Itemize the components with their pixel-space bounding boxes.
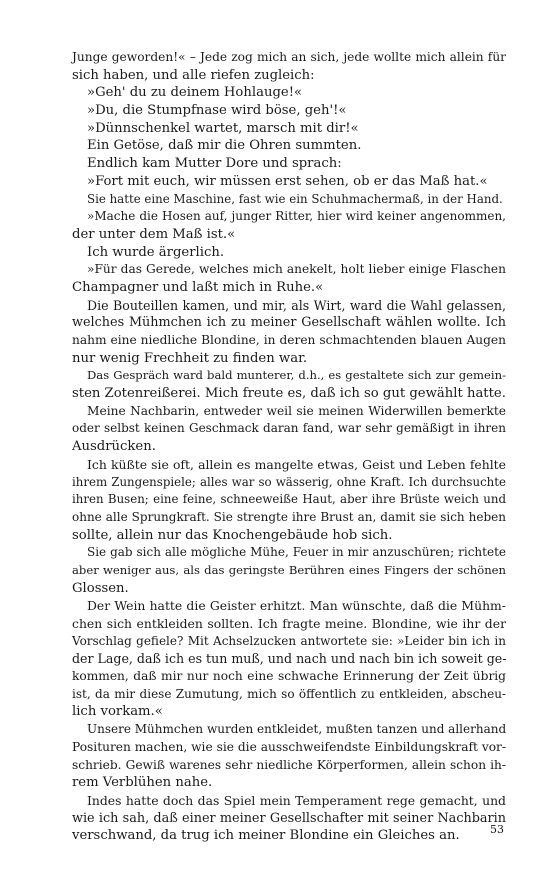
text-line: der unter dem Maß ist.« (72, 226, 236, 242)
page-number: 53 (490, 823, 504, 836)
text-line: Ausdrücken. (72, 439, 156, 455)
text-line: Champagner und laßt mich in Ruhe.« (72, 279, 324, 295)
text-line: Vorschlag gefiele? Mit Achselzucken antwortete sie: »Leider bin ich in (72, 633, 506, 648)
text-line: Glossen. (72, 580, 129, 596)
text-line: chen sich entkleiden sollten. Ich fragte meine. Blondine, wie ihr der (72, 616, 506, 631)
text-line: Endlich kam Mutter Dore und sprach: (87, 156, 342, 172)
text-line: Posituren machen, wie sie die ausschweifendste Einbildungskraft vor- (72, 739, 506, 754)
body-text (72, 49, 506, 845)
text-line: Der Wein hatte die Geister erhitzt. Man wünschte, daß die Mühm- (87, 598, 506, 614)
text-line: kommen, daß mir nur noch eine schwache Erinnerung der Zeit übrig (72, 669, 506, 684)
text-line: sich haben, und alle riefen zugleich: (72, 67, 315, 83)
text-line: Die Bouteillen kamen, und mir, als Wirt, ward die Wahl gelassen, (87, 297, 506, 313)
text-line: verschwand, da trug ich meiner Blondine ein Gleiches an. (72, 828, 460, 844)
text-line: Junge geworden!« – Jede zog mich an sich, jede wollte mich allein für (72, 50, 506, 64)
text-line: sollte, allein nur das Knochengebäude hob sich. (72, 527, 393, 543)
text-line: Das Gespräch ward bald munterer, d.h., es gestaltete sich zur gemein- (87, 368, 506, 383)
text-line: »Du, die Stumpfnase wird böse, geh'!« (87, 103, 347, 119)
text-line: Ich küßte sie oft, allein es mangelte etwas, Geist und Leben fehlte (87, 456, 506, 472)
text-line: ist, da mir diese Zumutung, mich so öffentlich zu entkleiden, abscheu- (72, 686, 506, 701)
text-line: »Geh' du zu deinem Hohlauge!« (87, 85, 303, 101)
text-line: rem Verblühen nahe. (72, 775, 213, 791)
text-line: Sie gab sich alle mögliche Mühe, Feuer in mir anzuschüren; richtete (87, 545, 506, 560)
text-line: Unsere Mühmchen wurden entkleidet, mußten tanzen und allerhand (87, 722, 507, 737)
text-line: sten Zotenreißerei. Mich freute es, daß ich so gut gewählt hatte. (72, 386, 506, 402)
text-line: ohne alle Sprungkraft. Sie strengte ihre Brust an, damit sie sich heben (72, 509, 506, 524)
text-line: lich vorkam.« (72, 704, 163, 720)
text-line: wie ich sah, daß einer meiner Gesellschafter mit seiner Nachbarin (72, 810, 506, 826)
text-line: »Dünnschenkel wartet, marsch mit dir!« (87, 120, 359, 136)
text-line: »Fort mit euch, wir müssen erst sehen, ob er das Maß hat.« (87, 173, 488, 189)
text-line: Indes hatte doch das Spiel mein Temperament rege gemacht, und (87, 792, 506, 808)
text-line: oder selbst keinen Geschmack daran fand, war sehr gemäßigt in ihren (72, 421, 506, 436)
text-line: ihrem Zungenspiele; alles war so wässerig, ohne Kraft. Ich durchsuchte (72, 474, 506, 489)
text-line: aber weniger aus, als das geringste Berühren eines Fingers der schönen (72, 562, 506, 577)
text-line: Sie hatte eine Maschine, fast wie ein Schuhmachermaß, in der Hand. (87, 191, 503, 206)
text-line: »Mache die Hosen auf, junger Ritter, hier wird keiner angenommen, (87, 209, 506, 224)
text-line: Ich wurde ärgerlich. (87, 244, 225, 260)
text-line: »Für das Gerede, welches mich anekelt, holt lieber einige Flaschen (87, 262, 506, 277)
text-line: Meine Nachbarin, entweder weil sie meinen Widerwillen bemerkte (87, 403, 506, 418)
text-line: nur wenig Frechheit zu finden war. (72, 350, 308, 366)
text-line: der Lage, daß ich es tun muß, und nach und nach bin ich soweit ge- (72, 651, 507, 667)
text-line: nahm eine niedliche Blondine, in deren schmachtenden blauen Augen (72, 333, 506, 347)
text-line: schrieb. Gewiß warenes sehr niedliche Körperformen, allein schon ih- (72, 757, 506, 772)
text-line: ihren Busen; eine feine, schneeweiße Haut, aber ihre Brüste weich und (72, 492, 506, 507)
text-line: welches Mühmchen ich zu meiner Gesellschaft wählen wollte. Ich (72, 315, 506, 331)
text-line: Ein Getöse, daß mir die Ohren summten. (87, 138, 362, 154)
